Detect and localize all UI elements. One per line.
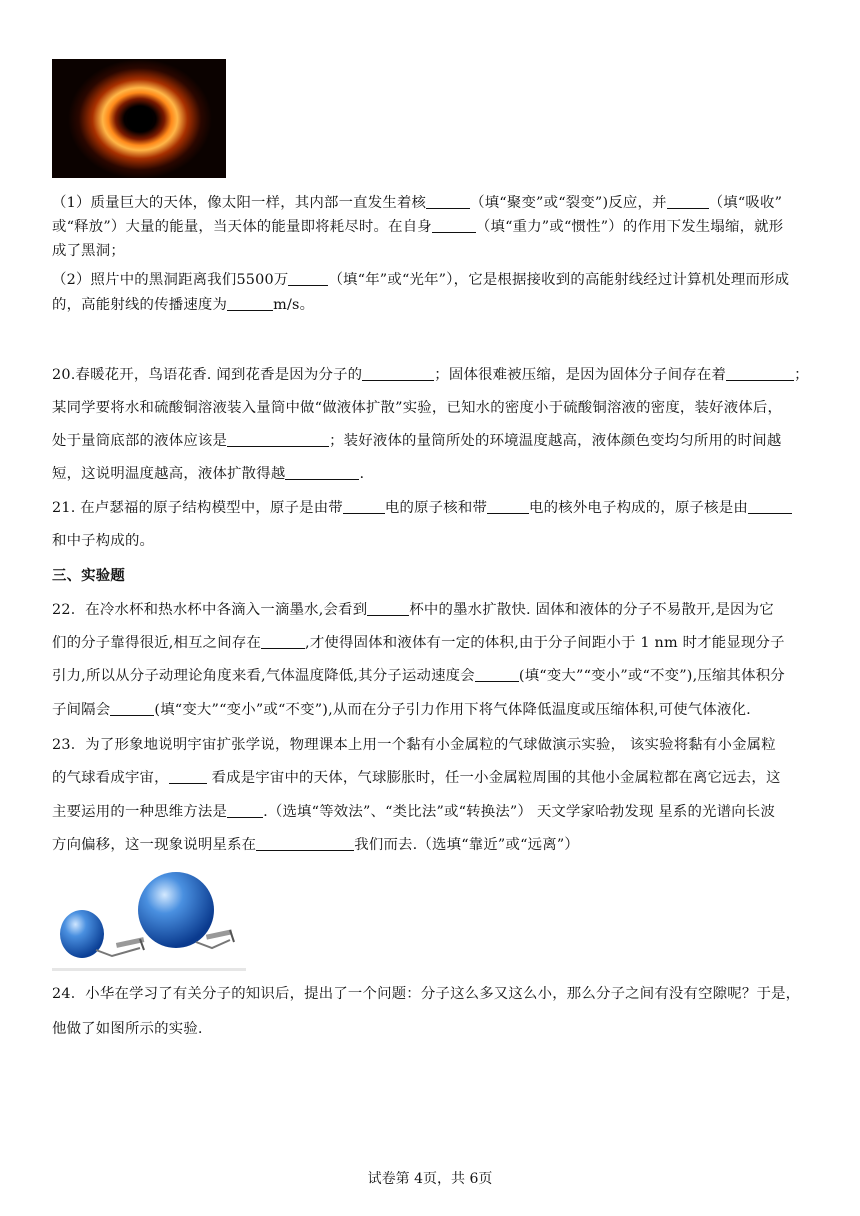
answer-blank[interactable] [367,601,409,616]
q22-line-4: 子间隔会 (填“变大”“变小”或“不变”),从而在分子引力作用下将气体降低温度或压缩体积,可使气体液化. [52,702,751,718]
q19-line-4: （2）照片中的黑洞距离我们5500万 （填“年”或“光年”），它是根据接收到的高能射线经过计算机处理而形成 [52,272,790,288]
answer-blank[interactable] [227,803,263,818]
q23-line-2: 的气球看成宇宙， 看成是宇宙中的天体，气球膨胀时，任一小金属粒周围的其他小金属粒都在离它远去，这 [52,770,781,786]
q20-line-2: 某同学要将水和硫酸铜溶液装入量筒中做“做液体扩散”实验，已知水的密度小于硫酸铜溶液的密度，装好液体后， [52,400,783,416]
answer-blank[interactable] [261,634,305,649]
q19-line-5: 的，高能射线的传播速度为 m/s。 [52,297,315,313]
answer-blank[interactable] [227,296,273,311]
answer-blank[interactable] [343,499,385,514]
q20-line-1: 20.春暖花开，鸟语花香. 闻到花香是因为分子的 ；固体很难被压缩，是因为固体分子间存在着 ； [52,367,809,383]
q22-line-2: 们的分子靠得很近,相互之间存在 ,才使得固体和液体有一定的体积,由于分子间距小于 1 nm 时才能显现分子 [52,635,785,651]
section-heading: 三、实验题 [52,567,125,584]
answer-blank[interactable] [475,667,519,682]
black-hole-photo [52,59,226,178]
q20-line-4: 短，这说明温度越高，液体扩散得越 . [52,466,365,482]
answer-blank[interactable] [487,499,529,514]
page-footer: 试卷第 4页，共 6页 [367,1171,493,1187]
q22-line-3: 引力,所以从分子动理论角度来看,气体温度降低,其分子运动速度会 (填“变大”“变小”或“不变”),压缩其体积分 [52,668,785,684]
balloon-illustration [52,864,246,974]
q19-line-2: 或“释放”）大量的能量，当天体的能量即将耗尽时。在自身 （填“重力”或“惯性”）的作用下发生塌缩，就形 [52,219,784,235]
answer-blank[interactable] [169,769,207,784]
q19-line-3: 成了黑洞； [52,243,125,259]
q19-line-1: （1）质量巨大的天体，像太阳一样，其内部一直发生着核 （填“聚变”或“裂变”)反应，并 （填“吸收” [52,195,783,211]
answer-blank[interactable] [285,465,359,480]
answer-blank[interactable] [748,499,792,514]
answer-blank[interactable] [726,366,794,381]
q23-line-3: 主要运用的一种思维方法是 .（选填“等效法”、“类比法”或“转换法”） 天文学家哈勃发现 星系的光谱向长波 [52,804,776,820]
answer-blank[interactable] [288,271,328,286]
q21-line-2: 和中子构成的。 [52,533,155,549]
answer-blank[interactable] [256,836,354,851]
q24-line-1: 24．小华在学习了有关分子的知识后，提出了一个问题：分子这么多又这么小，那么分子之间有没有空隙呢？于是， [52,986,801,1002]
answer-blank[interactable] [227,432,329,447]
answer-blank[interactable] [110,701,154,716]
q23-line-1: 23．为了形象地说明宇宙扩张学说，物理课本上用一个黏有小金属粒的气球做演示实验， 该实验将黏有小金属粒 [52,737,776,753]
q23-line-4: 方向偏移，这一现象说明星系在 我们而去.（选填“靠近”或“远离”） [52,837,579,853]
answer-blank[interactable] [432,218,476,233]
q20-line-3: 处于量筒底部的液体应该是 ；装好液体的量筒所处的环境温度越高，液体颜色变均匀所用的时间越 [52,433,782,449]
answer-blank[interactable] [362,366,434,381]
q24-line-2: 他做了如图所示的实验. [52,1021,203,1037]
q22-line-1: 22．在冷水杯和热水杯中各滴入一滴墨水,会看到 杯中的墨水扩散快. 固体和液体的分子不易散开,是因为它 [52,602,774,618]
answer-blank[interactable] [667,194,709,209]
q21-line-1: 21. 在卢瑟福的原子结构模型中，原子是由带 电的原子核和带 电的核外电子构成的，原子核是由 [52,498,812,518]
answer-blank[interactable] [426,194,470,209]
